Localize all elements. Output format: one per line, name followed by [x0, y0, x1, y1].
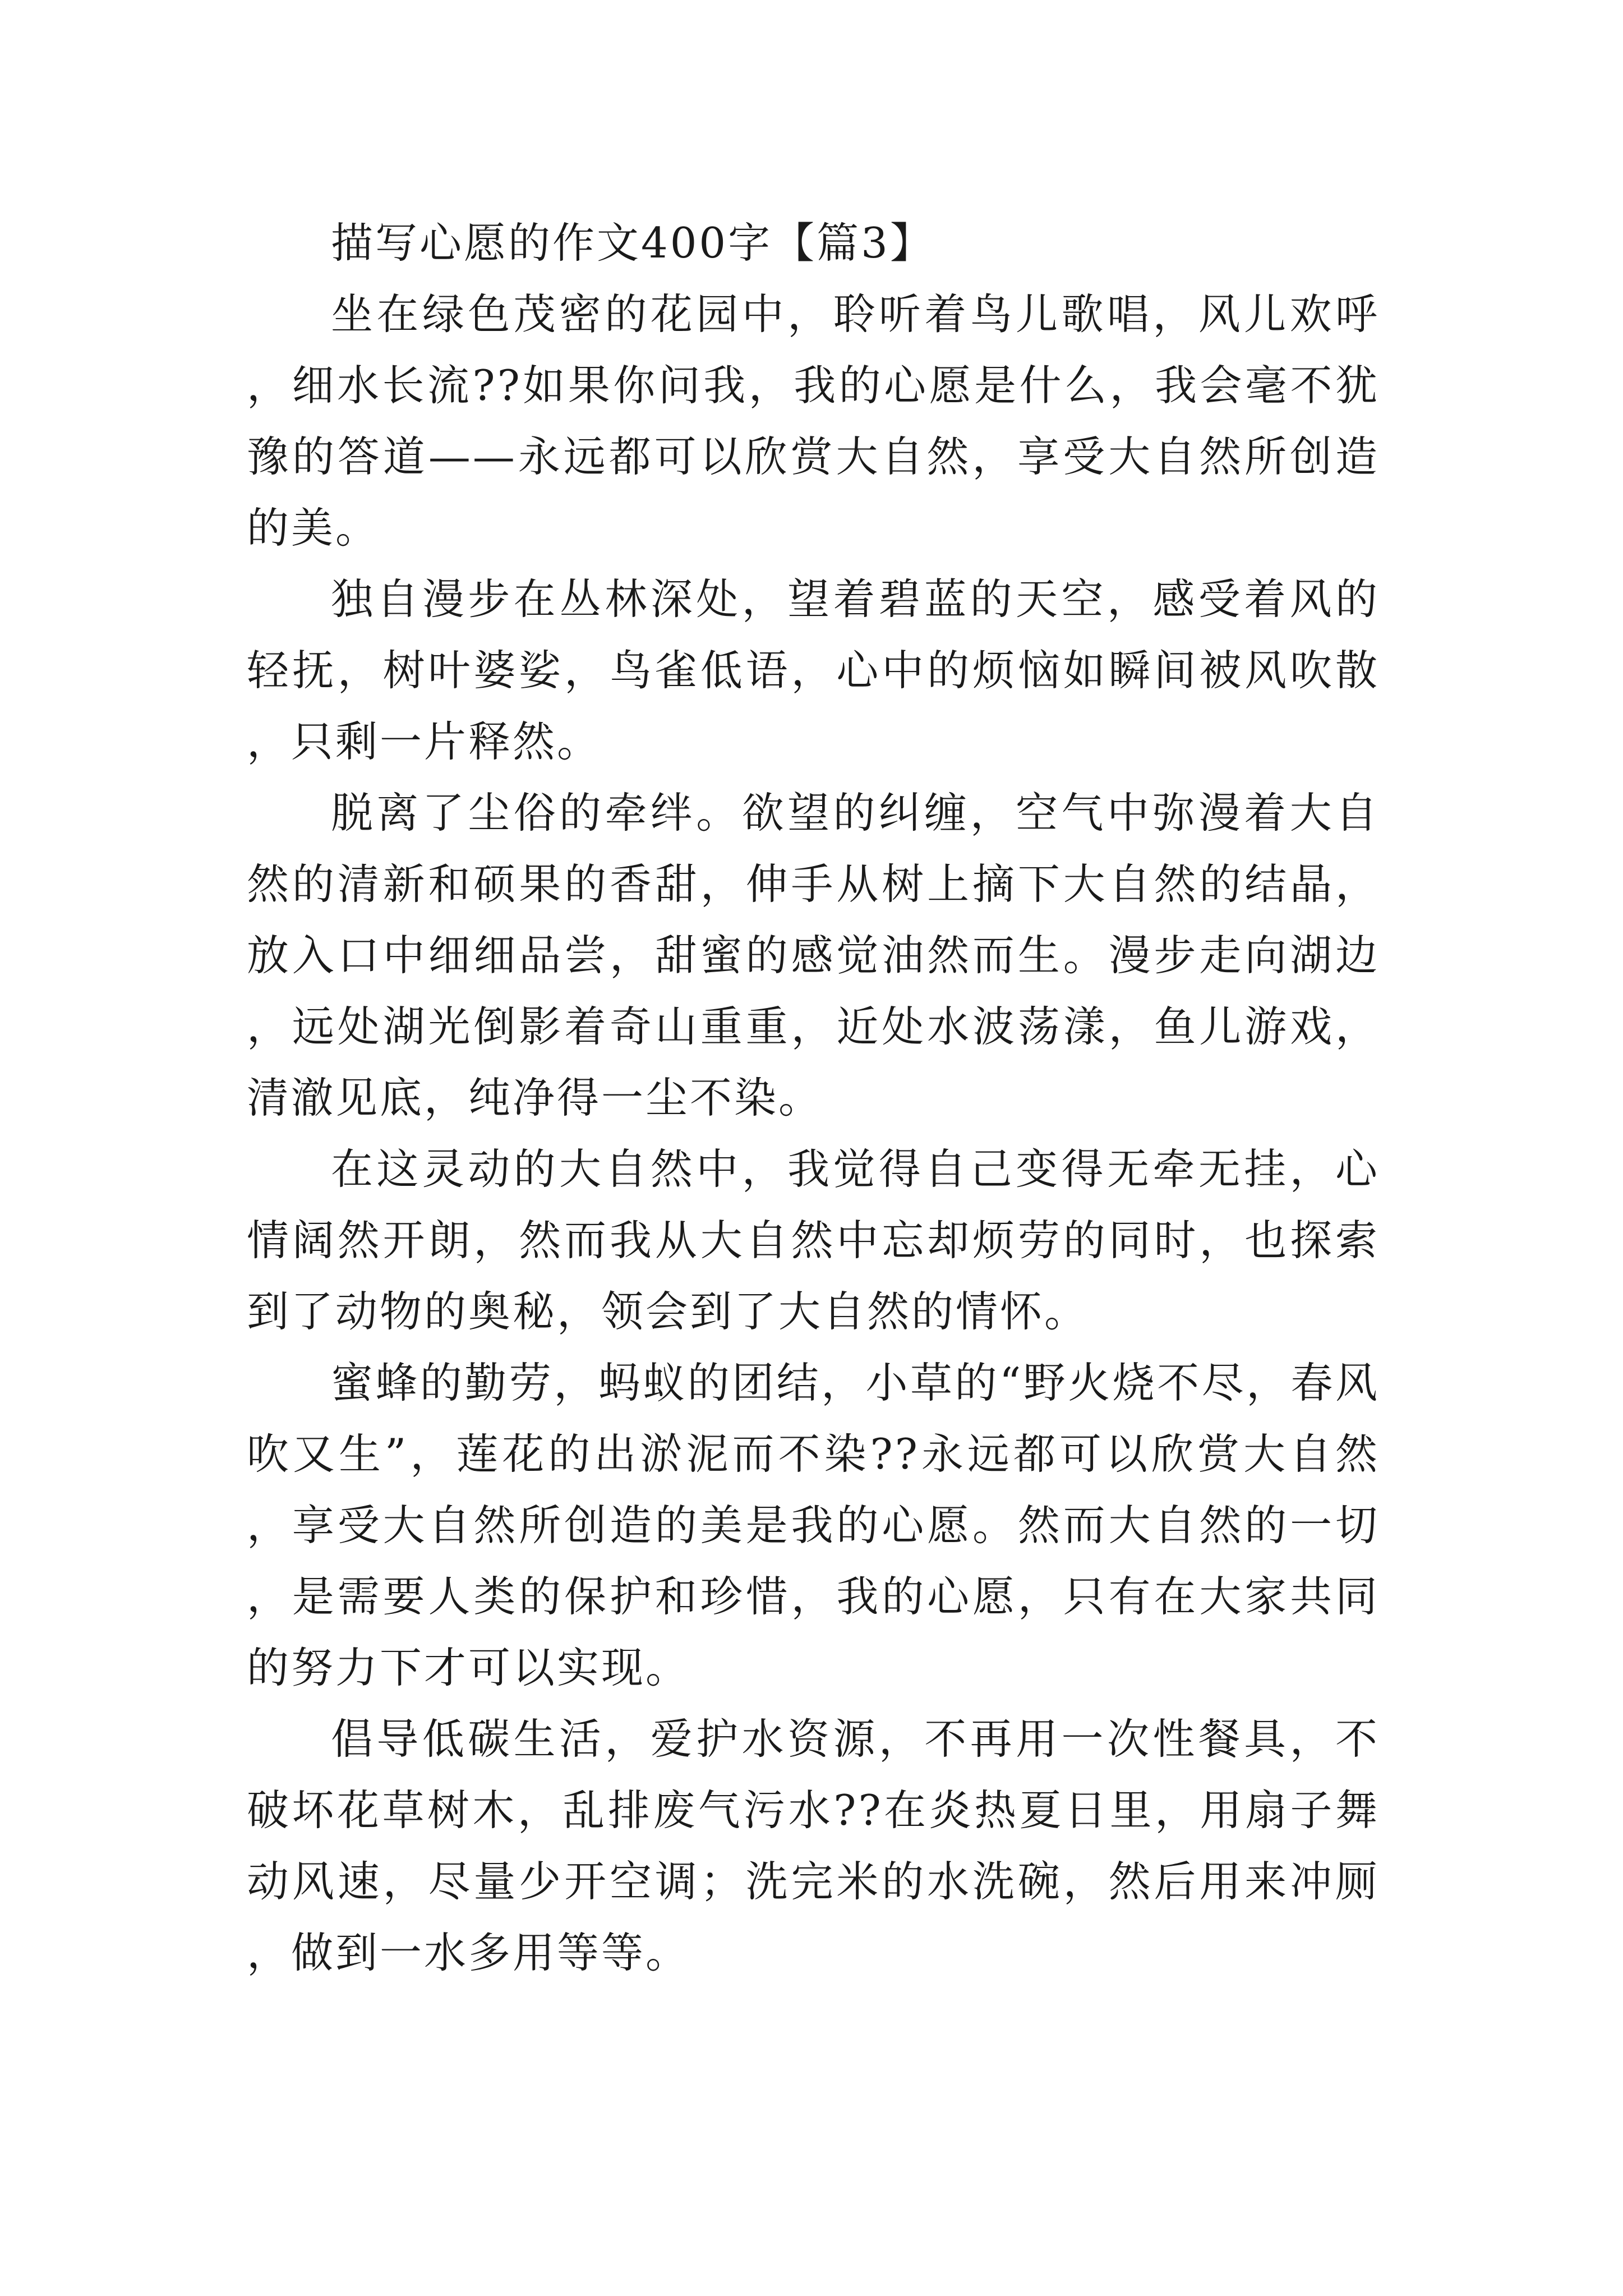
paragraph-4: 在这灵动的大自然中，我觉得自己变得无牵无挂，心情阔然开朗，然而我从大自然中忘却烦劳的同时，也探索到了动物的奥秘，领会到了大自然的情怀。: [247, 1144, 1380, 1336]
paragraph-2: 独自漫步在丛林深处，望着碧蓝的天空，感受着风的轻抚，树叶婆娑，鸟雀低语，心中的烦恼如瞬间被风吹散，只剩一片释然。: [247, 574, 1380, 766]
essay-body: [247, 208, 1380, 1989]
paragraph-3: 脱离了尘俗的牵绊。欲望的纠缠，空气中弥漫着大自然的清新和硕果的香甜，伸手从树上摘下大自然的结晶，放入口中细细品尝，甜蜜的感觉油然而生。漫步走向湖边，远处湖光倒影着奇山重重，近处水波荡漾，鱼儿游戏，清澈见底，纯净得一尘不染。: [247, 788, 1380, 1122]
paragraph-6: 倡导低碳生活，爱护水资源，不再用一次性餐具，不破坏花草树木，乱排废气污水??在炎热夏日里，用扇子舞动风速，尽量少开空调；洗完米的水洗碗，然后用来冲厕，做到一水多用等等。: [247, 1714, 1380, 1977]
paragraph-1: 坐在绿色茂密的花园中，聆听着鸟儿歌唱，风儿欢呼，细水长流??如果你问我，我的心愿是什么，我会毫不犹豫的答道——永远都可以欣赏大自然，享受大自然所创造的美。: [247, 289, 1380, 553]
essay-title: 描写心愿的作文400字【篇3】: [331, 218, 934, 268]
paragraph-5: 蜜蜂的勤劳，蚂蚁的团结，小草的“野火烧不尽，春风吹又生”，莲花的出淤泥而不染??永远都可以欣赏大自然，享受大自然所创造的美是我的心愿。然而大自然的一切，是需要人类的保护和珍惜，我的心愿，只有在大家共同的努力下才可以实现。: [247, 1358, 1380, 1692]
